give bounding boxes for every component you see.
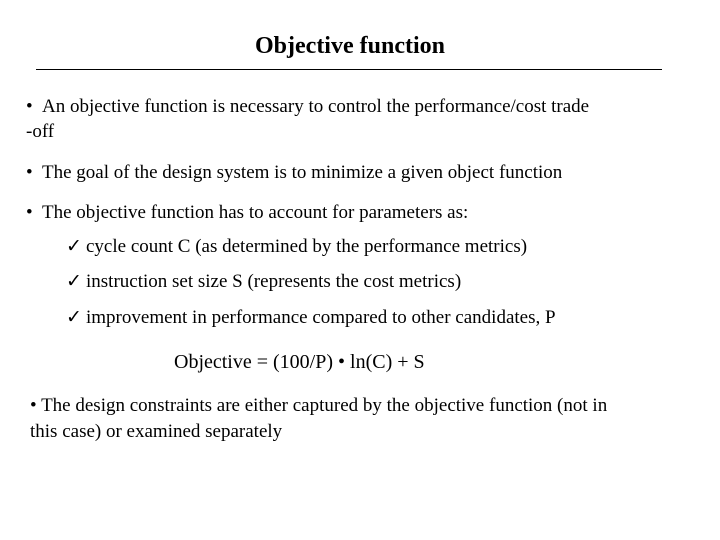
bullet-item-1 <box>26 94 589 119</box>
sub-item-2 <box>66 269 461 294</box>
bullet-1-line-1: An objective function is necessary to control the performance/cost trade <box>42 96 590 117</box>
sub-item-3-text: improvement in performance compared to other candidates, P <box>86 307 556 328</box>
slide-title: Objective function <box>255 33 445 59</box>
bullet-item-2 <box>26 160 562 185</box>
bullet-item-1-continued <box>26 119 54 144</box>
title-divider <box>36 69 662 70</box>
bullet-4-line-2: this case) or examined separately <box>30 421 283 442</box>
bullet-4-line-1 <box>30 393 710 419</box>
checkmark-icon: ✓ <box>66 271 82 292</box>
objective-formula: Objective = (100/P) • ln(C) + S <box>174 351 425 373</box>
bullet-4-line-1-text: The design constraints are either captured by the objective function (not in <box>41 395 608 416</box>
sub-item-2-text: instruction set size S (represents the cost metrics) <box>86 271 462 292</box>
bullet-dot-icon: • <box>30 395 37 416</box>
sub-item-3 <box>66 305 556 330</box>
bullet-1-line-2: -off <box>26 121 55 142</box>
bullet-dot-icon: • <box>26 202 33 223</box>
bullet-2-line-1: The goal of the design system is to minimize a given object function <box>42 162 563 183</box>
bullet-dot-icon: • <box>26 96 33 117</box>
bullet-item-3 <box>26 200 468 225</box>
bullet-3-line-1: The objective function has to account for parameters as: <box>42 202 469 223</box>
checkmark-icon: ✓ <box>66 307 82 328</box>
bullet-item-4 <box>30 393 710 445</box>
sub-item-1-text: cycle count C (as determined by the performance metrics) <box>86 236 528 257</box>
sub-item-1 <box>66 234 527 259</box>
bullet-dot-icon: • <box>26 162 33 183</box>
checkmark-icon: ✓ <box>66 236 82 257</box>
